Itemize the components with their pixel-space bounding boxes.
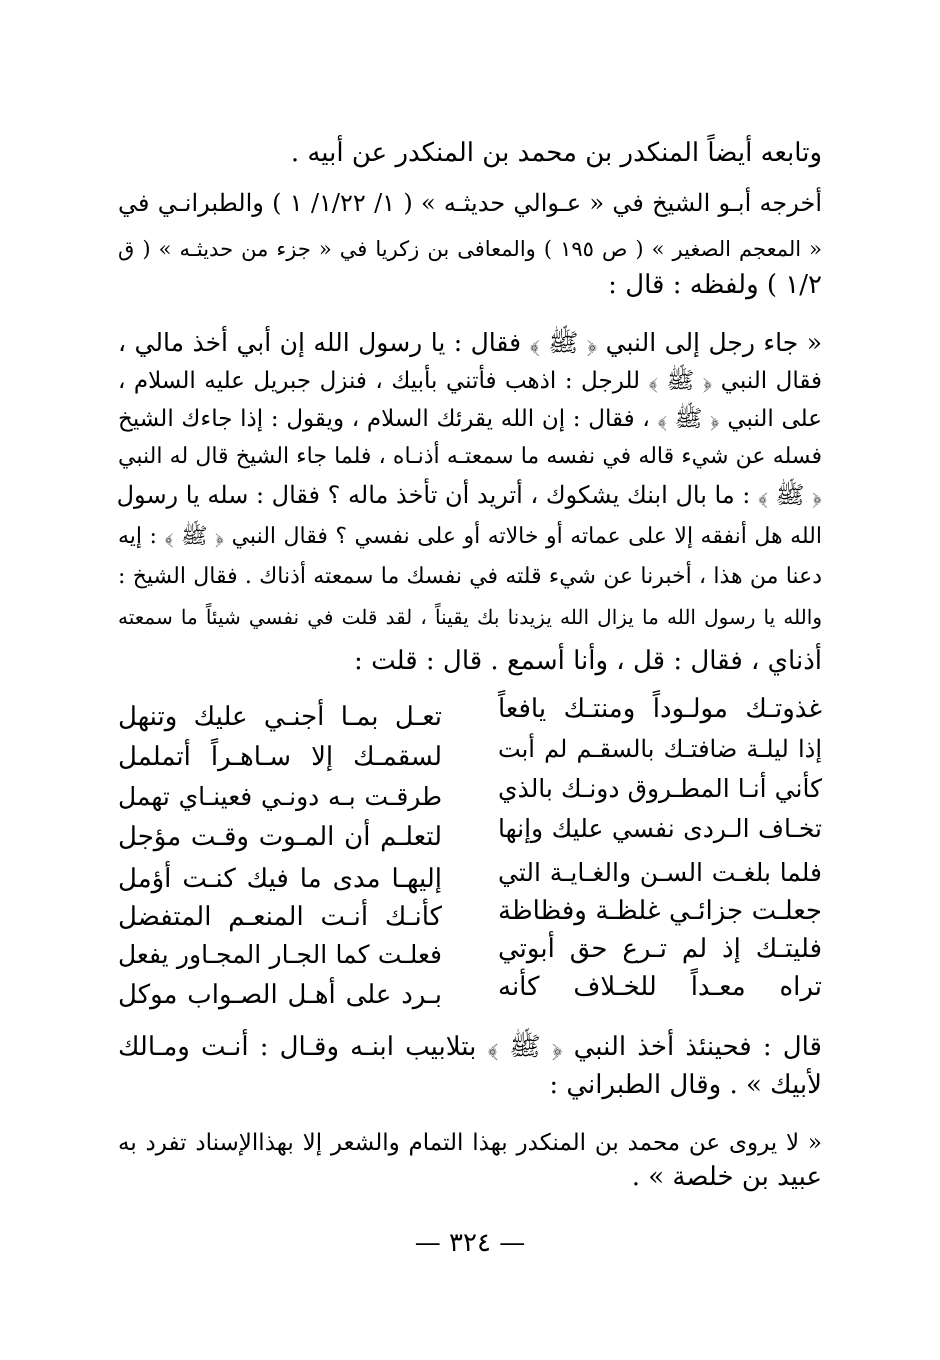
hadith-line-4: فسله عن شيء قاله في نفسه ما سمعتـه أذنـاه ، فلما جاء الشيخ قال له النبي [118, 444, 822, 469]
poem-verse-right: كأني أنـا المطـروق دونـك بالذي [498, 774, 822, 803]
conclusion-line-2: لأبيك » . وقال الطبراني : [549, 1070, 822, 1100]
hadith-line-3: على النبي ﴿ ﷺ ﴾ ، فقال : إن الله يقرئك السلام ، ويقول : إذا جاءك الشيخ [118, 406, 822, 432]
poem-verse-left: فعلـت كما الجـار المجـاور يفعل [118, 940, 442, 969]
poem-verse-left: طرقـت بـه دونـي فعينـاي تهمل [118, 782, 442, 811]
poem-verse-right: فلما بلغـت السـن والغـايـة التي [498, 858, 822, 887]
poem-verse-left: تعـل بمـا أجنـي عليك وتنهل [118, 702, 442, 732]
poem-verse-left: لتعلـم أن المـوت وقـت مؤجل [118, 822, 442, 852]
citation-line-2: « المعجم الصغير » ( ص ١٩٥ ) والمعافى بن زكريا في « جزء من حديثـه » ( ق [118, 237, 822, 261]
poem-verse-right: غذوتـك مولـوداً ومنتـك يافعاً [498, 694, 822, 724]
citation-line-3: ١/٢ ) ولفظه : قال : [608, 270, 822, 300]
poem-verse-left: كأنـك أنـت المنعـم المتفضل [118, 902, 442, 932]
poem-verse-right: جعلـت جزائـي غلظـة وفظاظة [498, 896, 822, 926]
hadith-line-5: ﴿ ﷺ ﴾ : ما بال ابنك يشكوك ، أتريد أن تأخذ ماله ؟ فقال : سله يا رسول [116, 481, 822, 509]
poem-verse-right: فليتـك إذ لم تـرع حق أبوتي [498, 934, 822, 964]
hadith-line-7: دعنا من هذا ، أخبرنا عن شيء قلته في نفسك ما سمعته أذناك . فقال الشيخ : [118, 564, 822, 589]
hadith-line-2: فقال النبي ﴿ ﷺ ﴾ للرجل : اذهب فأتني بأبيك ، فنزل جبريل عليه السلام ، [118, 368, 822, 394]
poem-verse-right: إذا ليلـة ضافتـك بالسقـم لم أبت [498, 735, 822, 763]
page-number: — ٣٢٤ — [414, 1228, 526, 1258]
poem-verse-right: تراه معـداً للخـلاف كأنه [498, 972, 822, 1002]
hadith-line-1: « جاء رجل إلى النبي ﴿ ﷺ ﴾ فقال : يا رسول الله إن أبي أخذ مالي ، [118, 328, 822, 357]
poem-verse-left: إليهـا مدى ما فيك كنـت أؤمل [118, 864, 442, 894]
hadith-line-6: الله هل أنفقه إلا على عماته أو خالاته أو على نفسي ؟ فقال النبي ﴿ ﷺ ﴾ : إيه [118, 524, 822, 549]
poem-verse-right: تخـاف الـردى نفسي عليك وإنها [498, 814, 822, 843]
quote-line-1: « لا يروى عن محمد بن المنكدر بهذا التمام والشعر إلا بهذاالإسناد تفرد به [118, 1130, 822, 1156]
citation-line-1: أخرجه أبـو الشيخ في « عـوالي حديثـه » ( ١/ ١/٢٢/ ١ ) والطبرانـي في [118, 189, 822, 217]
intro-line: وتابعه أيضاً المنكدر بن محمد بن المنكدر عن أبيه . [290, 138, 822, 168]
poem-verse-left: لسقمـك إلا سـاهـراً أتململ [118, 742, 442, 772]
conclusion-line-1: قال : فحينئذ أخذ النبي ﴿ ﷺ ﴾ بتلابيب ابنـه وقـال : أنـت ومـالك [118, 1032, 822, 1062]
hadith-line-9: أذناي ، فقال : قل ، وأنا أسمع . قال : قلت : [354, 646, 822, 676]
quote-line-2: عبيد بن خلصة » . [631, 1162, 822, 1192]
poem-verse-left: بـرد على أهـل الصـواب موكل [118, 980, 442, 1010]
hadith-line-8: والله يا رسول الله ما يزال الله يزيدنا بك يقيناً ، لقد قلت في نفسي شيئاً ما سمعته [118, 605, 822, 629]
